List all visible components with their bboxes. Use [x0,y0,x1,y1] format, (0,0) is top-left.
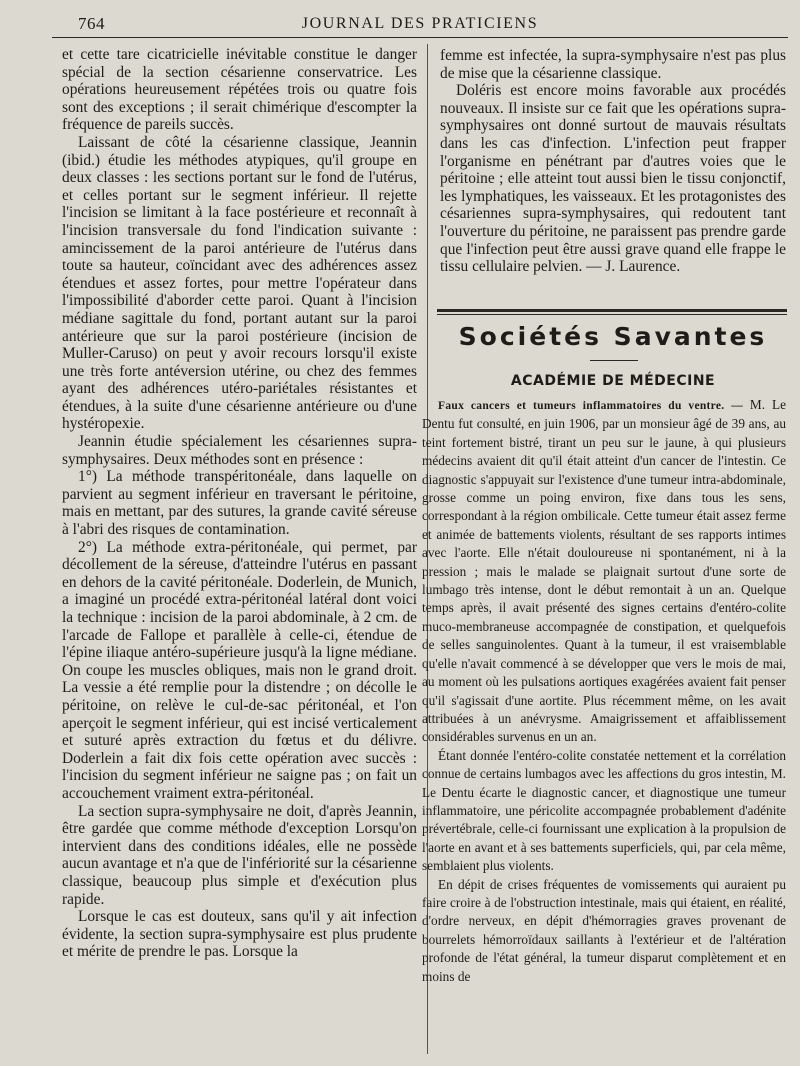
article-title: Faux cancers et tumeurs inflammatoires du ventre. — [438,400,744,412]
section-subtitle: ACADÉMIE DE MÉDECINE [510,373,716,389]
left-paragraph-5: 2°) La méthode extra-péritonéale, qui permet, par décollement de la séreuse, d'atteindre l'utérus en passant en dehors de la cavité péritonéale. Doderlein, de Munich, a imaginé un procédé extra-péritonéal latéral dont voici la technique : incision de la paroi abdominale, à 2 cm. de l'arcade de Fallope et parallèle à celle-ci, étendue de l'épine iliaque antéro-supérieure jusqu'à la ligne médiane. On coupe les muscles obliques, mais non le grand droit. La vessie a été remplie pour la distendre ; on décolle le péritoine, on relève le cul-de-sac péritonéal, et l'on aperçoit le segment inférieur, qui est incisé verticalement et suturé après extraction du fœtus et du délivre. Doderlein a fait dix fois cette opération avec succès : l'incision du segment inférieur ne saigne pas ; on fait un accouchement vraiment extra-péritonéal. [62,538,417,802]
page-number: 764 [78,14,105,33]
section-underline [590,360,638,361]
left-paragraph-4: 1°) La méthode transpéritonéale, dans laquelle on parvient au segment inférieur en traversant le péritoine, mais en mettant, par des sutures, la grande cavité séreuse à l'abri des risques de contamination. [62,468,417,539]
left-paragraph-2: Laissant de côté la césarienne classique, Jeannin (ibid.) étudie les méthodes atypiques, qu'il groupe en deux classes : les sections portant sur le fond de l'utérus, et celles portant sur le segment inférieur. Il rejette l'incision se limitant à la face postérieure et reconnaît à l'incision transversale du fond l'indication suivante : amincissement de la paroi antérieure de l'utérus dans toute sa hauteur, coïncidant avec des adhérences assez étendues et assez fortes, pour mettre l'opérateur dans l'impossibilité d'aborder cette paroi. Quant à l'incision médiane sagittale du fond, portant autant sur la paroi antérieure que sur la paroi postérieure (incision de Muller-Caruso) on peut y avoir recours lorsqu'il existe une très forte antéversion utérine, ou chez des femmes ayant des adhérences utéro-pariétales résistantes et étendues, à la suite d'une césarienne antérieure ou d'une hystéropexie. [62,133,417,433]
journal-title: JOURNAL DES PRATICIENS [301,15,539,32]
left-paragraph-6: La section supra-symphysaire ne doit, d'après Jeannin, être gardée que comme méthode d'exception Lorsqu'on intervient dans des conditions idéales, elle ne possède aucun avantage et n'a que de l'infériorité sur la césarienne classique, beaucoup plus simple et d'exécution plus rapide. [62,802,417,908]
header-rule [52,37,788,38]
section-title: Sociétés Savantes [458,322,768,351]
article-paragraph-1: M. Le Dentu fut consulté, en juin 1906, par un monsieur âgé de 39 ans, au teint fortement bistré, tirant un peu sur le jaune, à qui plusieurs médecins avaient dit qu'il était atteint d'un cancer de l'intestin. Ce diagnostic s'appuyait sur l'existence d'une tumeur intra-abdominale, grosse comme un poing environ, fixe dans tous les sens, correspondant à la région ombilicale. Cette tumeur était assez ferme et animée de battements violents, résultant de ses rapports intimes avec l'aorte. Elle n'était douloureuse ni spontanément, ni à la pression ; mais le malade se plaignait surtout d'une sorte de lumbago très intense, dont le début remontait à un an. Quelque temps après, il avait présenté des signes certains d'entéro-colite muco-membraneuse accompagnée de constipation, et quelquefois de selles sanguinolentes. Quant à la tumeur, il est vraisemblable qu'elle n'avait commencé à se développer que vers le mois de mai, au moment où les pulsations aortiques exagérées avaient fait penser qu'il s'agissait d'une aortite. Plus récemment même, on les avait attribuées à un anévrysme. Amaigrissement et affaiblissement considérables survenus en un an. [422,397,786,745]
article-paragraph-2: Étant donnée l'entéro-colite constatée nettement et la corrélation connue de certains lumbagos avec les affections du gros intestin, M. Le Dentu écarte le diagnostic cancer, et diagnostique une tumeur inflammatoire, une péricolite accompagnée probablement d'adénite prévertébrale, celle-ci fournissant une explication à la propulsion de l'aorte en avant et à ses battements superficiels, qui, par cela même, semblaient plus violents. [422,747,786,874]
left-paragraph-1: et cette tare cicatricielle inévitable constitue le danger spécial de la section césarienne conservatrice. Les opérations heureusement répétées trois ou quatre fois sont des exceptions ; il serait chimérique d'escompter la fréquence de pareils succès. [62,46,417,134]
left-paragraph-3: Jeannin étudie spécialement les césariennes supra-symphysaires. Deux méthodes sont en présence : [62,433,417,468]
left-column [62,46,417,961]
right-column-top [440,47,786,276]
page-header [50,10,790,40]
article-title-paragraph [422,396,786,747]
left-paragraph-7: Lorsque le cas est douteux, sans qu'il y ait infection évidente, la section supra-symphysaire est plus prudente et mérite de prendre le pas. Lorsque la [62,908,417,961]
article-paragraph-3: En dépit de crises fréquentes de vomissements qui auraient pu faire croire à de l'obstruction intestinale, mais qui étaient, en réalité, d'ordre nerveux, en dépit d'hémorragies graves provenant de bourrelets hémorroïdaux saillants à l'extérieur et de l'altération profonde de l'état général, la tumeur disparut complètement et en moins de [422,876,786,984]
right-paragraph-1: femme est infectée, la supra-symphysaire n'est pas plus de mise que la césarienne classique. [440,47,786,82]
section-rule [437,309,787,315]
right-paragraph-2: Doléris est encore moins favorable aux procédés nouveaux. Il insiste sur ce fait que les opérations supra-symphysaires ont donné surtout de mauvais résultats dans les cas d'infection. L'infection peut frapper l'organisme en pénétrant par d'autres voies que le péritoine ; elle atteint tout aussi bien le tissu conjonctif, les lymphatiques, les vaisseaux. Et les protagonistes des césariennes supra-symphysaires, qui redoutent tant l'ouverture du péritoine, ne paraissent pas prendre garde que l'infection peut être aussi grave quand elle frappe le tissu cellulaire pelvien. — J. Laurence. [440,82,786,276]
article-body [422,396,786,986]
